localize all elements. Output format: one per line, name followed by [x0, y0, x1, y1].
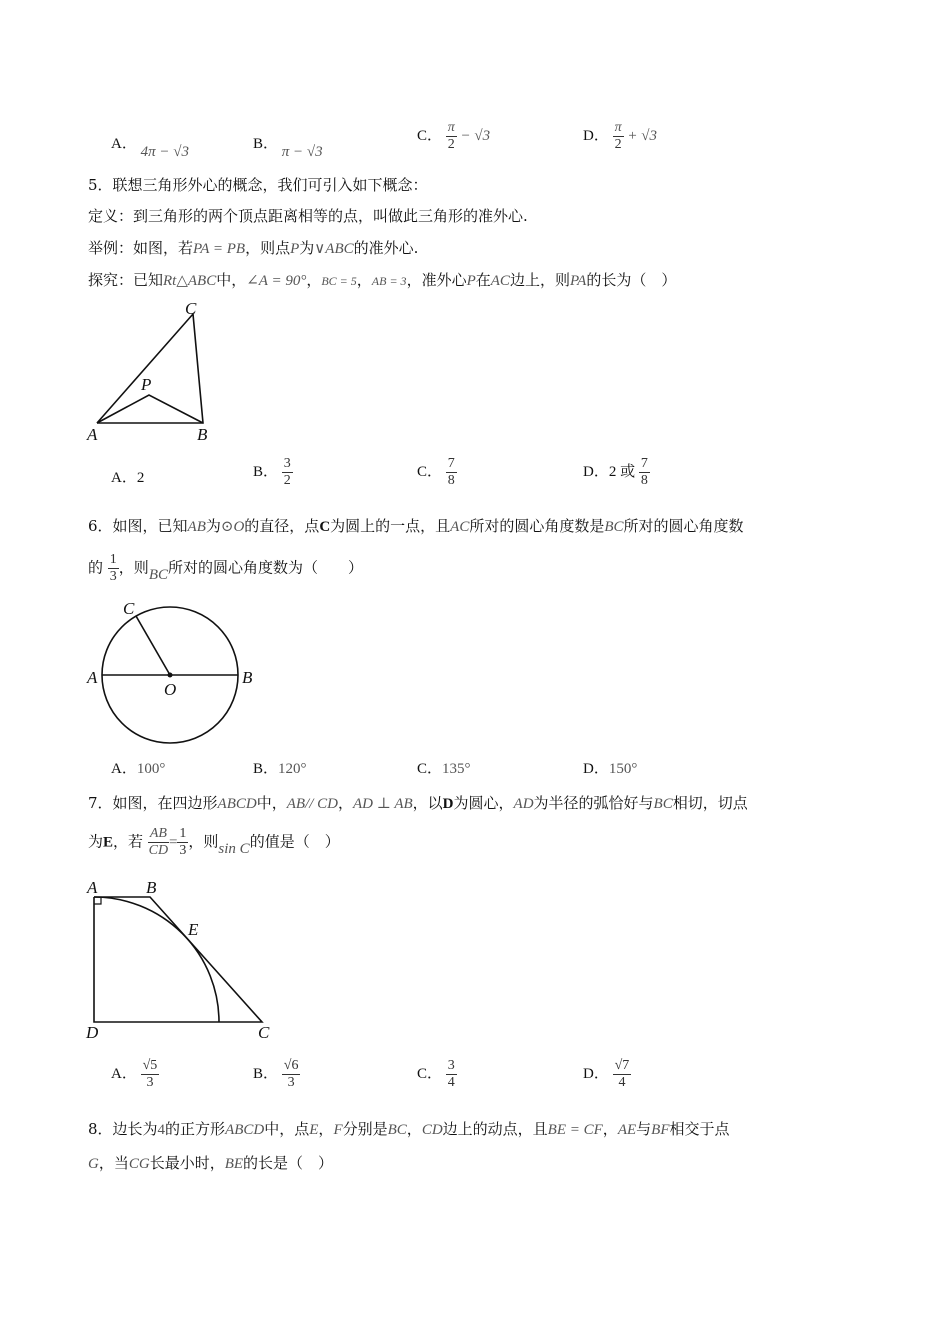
equals-sign: = — [168, 834, 178, 851]
fraction-denominator: 4 — [447, 1075, 455, 1090]
text: 的长是（ ） — [243, 1154, 334, 1172]
quadrilateral-abcd — [94, 897, 262, 1022]
text: ， — [356, 271, 372, 289]
math: PA = PB — [193, 241, 246, 257]
text: ， — [406, 1120, 422, 1138]
math: CG — [128, 1156, 150, 1172]
option-value: 2 — [136, 470, 145, 486]
math: Rt△ABC — [163, 273, 217, 289]
q5-option-c[interactable] — [417, 456, 457, 489]
text: 的准外心. — [353, 239, 419, 257]
math: AC — [490, 273, 510, 289]
text: 边上的动点，且 — [442, 1120, 548, 1138]
math: G — [88, 1156, 99, 1172]
math: 4 — [157, 1122, 166, 1138]
text: ，则 — [188, 832, 219, 851]
text: ， — [318, 1120, 334, 1138]
q4-option-a[interactable] — [111, 132, 189, 160]
text: 所对的圆心角度数是 — [469, 517, 605, 535]
fraction-numerator: 3 — [447, 1058, 455, 1073]
option-value: 100° — [136, 761, 166, 777]
fraction-numerator: 1 — [109, 552, 117, 567]
math: D — [442, 796, 454, 812]
text: ，以 — [412, 794, 443, 812]
text: 举例：如图，若 — [88, 239, 194, 257]
math: AD ⊥ AB — [353, 796, 413, 812]
math: ∠A = 90° — [246, 273, 307, 289]
fraction-numerator: 7 — [447, 456, 455, 471]
option-tail: − √3 — [460, 127, 491, 144]
math: P — [466, 273, 476, 289]
fraction-denominator: 3 — [287, 1075, 295, 1090]
q7-stem-line2 — [88, 826, 340, 859]
q5-stem-line4 — [88, 269, 676, 290]
math: BC — [148, 566, 168, 583]
label-a: A — [87, 425, 98, 444]
q5-option-b[interactable] — [253, 456, 293, 489]
text: 相切，切点 — [672, 794, 748, 812]
q5-option-d[interactable] — [583, 456, 650, 489]
option-letter: A． — [111, 470, 137, 486]
math: ABCD — [225, 1122, 265, 1138]
text: 边上，则 — [509, 271, 570, 289]
text: 所对的圆心角度数 — [623, 517, 744, 535]
text: 长最小时， — [149, 1154, 225, 1172]
text: 探究：已知 — [88, 271, 164, 289]
right-angle-mark — [94, 897, 101, 904]
math: BE — [224, 1156, 244, 1172]
option-letter: D． — [583, 761, 609, 777]
label-p: P — [141, 375, 152, 394]
q6-option-c[interactable] — [417, 757, 471, 778]
text: ，则点 — [245, 239, 291, 257]
fraction-denominator: 2 — [283, 473, 291, 488]
text: ，若 — [113, 832, 144, 851]
label-b: B — [197, 425, 208, 444]
text: 中，点 — [264, 1120, 310, 1138]
math: AD — [513, 796, 534, 812]
option-value: 150° — [608, 761, 638, 777]
text: 的长为（ ） — [586, 271, 677, 289]
q6-circle-figure — [82, 598, 262, 748]
math: ∨ABC — [314, 241, 354, 257]
q6-stem-line2 — [88, 552, 363, 585]
radius-oc — [136, 616, 170, 675]
math: BC = 5 — [321, 274, 357, 288]
option-expr: 4π − √3 — [140, 144, 189, 160]
q6-option-b[interactable] — [253, 757, 307, 778]
text: ，准外心 — [406, 271, 467, 289]
option-prefix: 2 或 — [608, 463, 636, 480]
math: C — [319, 519, 331, 535]
option-value: 135° — [442, 761, 471, 777]
q7-quadrilateral-figure — [82, 875, 282, 1045]
option-tail: + √3 — [627, 127, 657, 144]
math: AB// CD — [286, 796, 338, 812]
math: P — [290, 241, 300, 257]
text: 8．边长为 — [88, 1120, 158, 1138]
text: 的 — [88, 558, 104, 577]
fraction-numerator: AB — [149, 826, 167, 841]
option-letter: B． — [253, 1065, 279, 1082]
text: 分别是 — [342, 1120, 388, 1138]
q8-stem-line2 — [88, 1152, 333, 1173]
fraction-numerator: √5 — [142, 1058, 158, 1073]
text: 的直径，点 — [244, 517, 320, 535]
option-value: 120° — [278, 761, 307, 777]
fraction-denominator: 8 — [447, 473, 455, 488]
math: E — [103, 834, 114, 851]
option-expr: π − √3 — [281, 144, 323, 160]
q7-stem-line1 — [88, 792, 748, 813]
math: F — [333, 1122, 343, 1138]
math: AB — [187, 519, 206, 535]
option-letter: B． — [253, 761, 279, 777]
math: BC — [604, 519, 624, 535]
fraction-denominator: 8 — [640, 473, 648, 488]
fraction-numerator: √7 — [614, 1058, 630, 1073]
option-letter: D． — [583, 463, 609, 480]
label-e: E — [188, 920, 199, 939]
q5-stem-line1: 5．联想三角形外心的概念，我们可引入如下概念： — [88, 176, 428, 194]
fraction-numerator: π — [447, 120, 455, 135]
label-c: C — [258, 1023, 270, 1042]
option-letter: B． — [253, 136, 279, 152]
math: BE = CF — [547, 1122, 603, 1138]
option-letter: A． — [111, 136, 137, 152]
label-c: C — [185, 299, 197, 318]
q7-option-c[interactable] — [417, 1058, 457, 1091]
text: 的值是（ ） — [249, 832, 340, 851]
fraction-numerator: 1 — [179, 826, 187, 841]
q6-option-a[interactable] — [111, 757, 165, 778]
fraction-denominator: 2 — [447, 137, 455, 152]
math: BC — [387, 1122, 407, 1138]
q6-option-d[interactable] — [583, 757, 637, 778]
option-letter: A． — [111, 761, 137, 777]
segments-pa-pb — [97, 395, 203, 423]
fraction-denominator: 4 — [618, 1075, 626, 1090]
q7-option-b[interactable] — [253, 1058, 300, 1091]
math: AC — [450, 519, 470, 535]
fraction-numerator: π — [614, 120, 622, 135]
label-c: C — [123, 599, 135, 618]
label-b: B — [242, 668, 253, 687]
center-point — [168, 673, 173, 678]
q6-stem-line1 — [88, 515, 744, 536]
arc-center-d — [94, 897, 219, 1022]
text: ，则 — [118, 558, 149, 577]
q7-option-a[interactable] — [111, 1058, 159, 1091]
text: ， — [602, 1120, 618, 1138]
option-letter: D． — [583, 127, 609, 144]
option-letter: C． — [417, 1065, 443, 1082]
fraction-denominator: 2 — [614, 137, 622, 152]
math: BC — [653, 796, 673, 812]
text: ， — [306, 271, 322, 289]
text: 为 — [205, 517, 221, 535]
text: 为圆心， — [453, 794, 514, 812]
label-b: B — [146, 878, 157, 897]
fraction-denominator: CD — [148, 843, 169, 858]
math: AE — [617, 1122, 637, 1138]
text: 为 — [299, 239, 315, 257]
math: ⊙O — [220, 519, 245, 535]
q5-triangle-figure — [85, 298, 225, 448]
q8-stem-line1 — [88, 1118, 730, 1139]
label-a: A — [87, 878, 98, 897]
math: AB = 3 — [371, 274, 407, 288]
text: 7．如图，在四边形 — [88, 794, 218, 812]
q4-option-d[interactable] — [583, 120, 657, 153]
fraction-numerator: √6 — [283, 1058, 299, 1073]
math: sin C — [218, 840, 250, 857]
label-o: O — [164, 680, 177, 699]
option-letter: C． — [417, 761, 443, 777]
fraction-numerator: 7 — [640, 456, 648, 471]
option-letter: B． — [253, 463, 279, 480]
text: 为 — [88, 832, 104, 851]
text: 为圆上的一点，且 — [330, 517, 451, 535]
text: 的正方形 — [165, 1120, 226, 1138]
q5-option-a[interactable] — [111, 466, 144, 487]
text: 在 — [475, 271, 491, 289]
text: 中， — [256, 794, 287, 812]
option-letter: D． — [583, 1065, 609, 1082]
math: ABCD — [217, 796, 257, 812]
math: BF — [651, 1122, 670, 1138]
text: 所对的圆心角度数为（ ） — [167, 558, 363, 577]
text: ， — [337, 794, 353, 812]
q5-stem-line3 — [88, 237, 418, 258]
text: 与 — [636, 1120, 652, 1138]
fraction-denominator: 3 — [146, 1075, 154, 1090]
label-a: A — [87, 668, 98, 687]
q4-option-c[interactable] — [417, 120, 490, 153]
option-letter: C． — [417, 463, 443, 480]
text: ，当 — [98, 1154, 129, 1172]
math: E — [309, 1122, 319, 1138]
option-letter: C． — [417, 127, 443, 144]
math: PA — [569, 273, 587, 289]
text: 中， — [216, 271, 247, 289]
q4-option-b[interactable] — [253, 132, 323, 160]
fraction-numerator: 3 — [283, 456, 291, 471]
fraction-denominator: 3 — [109, 569, 117, 584]
text: 为半径的弧恰好与 — [533, 794, 654, 812]
fraction-denominator: 3 — [179, 843, 187, 858]
option-letter: A． — [111, 1065, 137, 1082]
q5-stem-line2: 定义：到三角形的两个顶点距离相等的点，叫做此三角形的准外心. — [88, 207, 528, 225]
text: 6．如图，已知 — [88, 517, 188, 535]
triangle-abc — [97, 314, 203, 423]
text: 相交于点 — [669, 1120, 730, 1138]
math: CD — [421, 1122, 443, 1138]
label-d: D — [86, 1023, 99, 1042]
q7-option-d[interactable] — [583, 1058, 631, 1091]
